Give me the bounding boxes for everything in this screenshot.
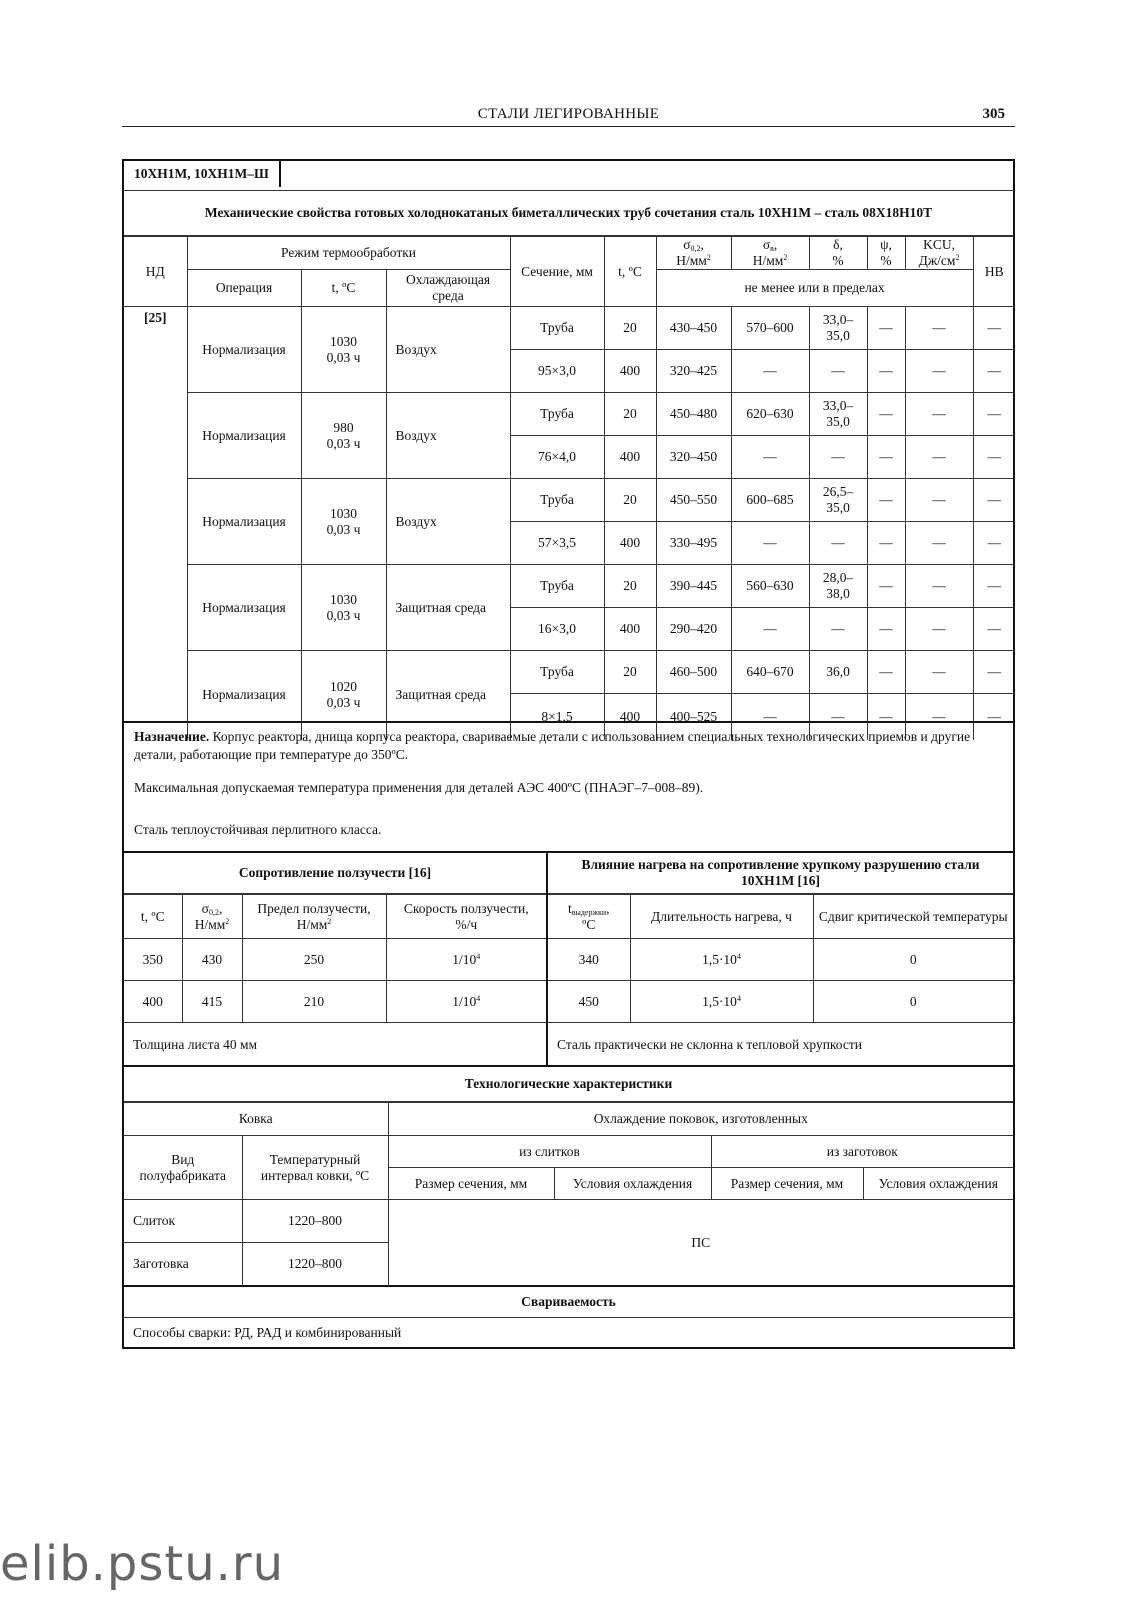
creep-t-cell: 350 <box>124 939 182 981</box>
purpose-label: Назначение. <box>134 729 210 744</box>
tech-table <box>124 1102 1013 1286</box>
kcu-cell: — <box>905 522 973 565</box>
sigmav-cell: 620–630 <box>731 393 809 436</box>
brittle-shift-cell: 0 <box>813 939 1013 981</box>
creep-rate-cell: $1/10^4$ <box>386 981 546 1023</box>
test-temp-cell: 400 <box>604 522 656 565</box>
sigma02-cell: 290–420 <box>656 608 731 651</box>
page-number: 305 <box>982 106 1005 122</box>
sigma02-cell: 430–450 <box>656 307 731 350</box>
test-temp-cell: 400 <box>604 694 656 740</box>
tech-col-size-1: Размер сечения, мм <box>388 1168 554 1200</box>
brittle-note: Сталь практически не склонна к тепловой хрупкости <box>557 1037 862 1052</box>
creep-limit-cell: 210 <box>242 981 386 1023</box>
tech-kind-1: Заготовка <box>124 1243 242 1286</box>
col-test-temp: t, ºС <box>604 237 656 307</box>
medium-cell: Воздух <box>386 307 510 393</box>
section-cell: Труба <box>510 479 604 522</box>
tech-kind-0: Слиток <box>124 1200 242 1243</box>
medium-cell: Воздух <box>386 479 510 565</box>
hb-cell: — <box>973 350 1015 393</box>
sigmav-cell: 570–600 <box>731 307 809 350</box>
test-temp-cell: 20 <box>604 565 656 608</box>
creep-block <box>124 853 548 1065</box>
test-temp-cell: 400 <box>604 608 656 651</box>
delta-cell: — <box>809 350 867 393</box>
test-temp-cell: 20 <box>604 479 656 522</box>
col-sigma02: $\sigma_{0,2}$, $Н/мм^2$ <box>656 237 731 270</box>
brittle-duration-cell: $1,5\cdot 10^4$ <box>630 981 813 1023</box>
delta-cell: — <box>809 694 867 740</box>
not-less-note: не менее или в пределах <box>656 270 973 307</box>
psi-cell: — <box>867 608 905 651</box>
tech-section <box>122 1065 1015 1287</box>
sigma02-cell: 330–495 <box>656 522 731 565</box>
hb-cell: — <box>973 307 1015 350</box>
delta-cell: 26,5–35,0 <box>809 479 867 522</box>
sigma02-cell: 450–480 <box>656 393 731 436</box>
delta-cell: 33,0–35,0 <box>809 393 867 436</box>
steel-class-text: Сталь теплоустойчивая перлитного класса. <box>134 822 382 837</box>
nd-ref: [25] <box>124 307 187 740</box>
creep-col-t: t, ºС <box>124 895 182 939</box>
kcu-cell: — <box>905 436 973 479</box>
creep-row <box>124 981 546 1023</box>
creep-sigma-cell: 430 <box>182 939 242 981</box>
brittle-duration-cell: $1,5\cdot 10^4$ <box>630 939 813 981</box>
mech-row <box>124 651 1015 694</box>
sigmav-cell: 600–685 <box>731 479 809 522</box>
kcu-cell: — <box>905 694 973 740</box>
creep-col-sigma: $\sigma_{0,2}$, $Н/мм^2$ <box>182 895 242 939</box>
delta-cell: 28,0–38,0 <box>809 565 867 608</box>
creep-rate-cell: $1/10^4$ <box>386 939 546 981</box>
creep-t-cell: 400 <box>124 981 182 1023</box>
psi-cell: — <box>867 479 905 522</box>
tech-cooling-value: ПС <box>388 1200 1013 1286</box>
creep-col-rate: Скорость ползучести, %/ч <box>386 895 546 939</box>
sigmav-cell: — <box>731 608 809 651</box>
creep-row <box>124 939 546 981</box>
hb-cell: — <box>973 608 1015 651</box>
medium-cell: Защитная среда <box>386 565 510 651</box>
psi-cell: — <box>867 307 905 350</box>
psi-cell: — <box>867 694 905 740</box>
sigma02-cell: 390–445 <box>656 565 731 608</box>
temp-cell: 1020 0,03 ч <box>301 651 386 740</box>
medium-cell: Воздух <box>386 393 510 479</box>
col-delta: δ, % <box>809 237 867 270</box>
col-section: Сечение, мм <box>510 237 604 307</box>
operation-cell: Нормализация <box>187 393 301 479</box>
section-cell: Труба <box>510 307 604 350</box>
col-sigmav: $\sigma_в$, $Н/мм^2$ <box>731 237 809 270</box>
section-cell: 76×4,0 <box>510 436 604 479</box>
section-cell: 95×3,0 <box>510 350 604 393</box>
sigma02-cell: 450–550 <box>656 479 731 522</box>
creep-col-limit: Предел ползучести, $Н/мм^2$ <box>242 895 386 939</box>
hb-cell: — <box>973 436 1015 479</box>
sigmav-cell: — <box>731 522 809 565</box>
sigmav-cell: — <box>731 350 809 393</box>
temp-cell: 1030 0,03 ч <box>301 307 386 393</box>
sigmav-cell: 640–670 <box>731 651 809 694</box>
temp-cell: 1030 0,03 ч <box>301 479 386 565</box>
tech-from-ingots: из слитков <box>388 1136 711 1168</box>
kcu-cell: — <box>905 651 973 694</box>
tech-forging: Ковка <box>124 1103 388 1136</box>
psi-cell: — <box>867 522 905 565</box>
psi-cell: — <box>867 651 905 694</box>
mech-row <box>124 479 1015 522</box>
tech-from-billets: из заготовок <box>711 1136 1013 1168</box>
hb-cell: — <box>973 393 1015 436</box>
weld-title: Свариваемость <box>124 1287 1013 1318</box>
delta-cell: — <box>809 436 867 479</box>
temp-cell: 980 0,03 ч <box>301 393 386 479</box>
mech-row <box>124 307 1015 350</box>
delta-cell: 36,0 <box>809 651 867 694</box>
section-cell: 8×1,5 <box>510 694 604 740</box>
col-nd: НД <box>124 237 187 307</box>
purpose-section <box>122 721 1015 853</box>
weld-text: Способы сварки: РД, РАД и комбинированный <box>133 1325 402 1340</box>
kcu-cell: — <box>905 565 973 608</box>
kcu-cell: — <box>905 608 973 651</box>
section-cell: Труба <box>510 651 604 694</box>
psi-cell: — <box>867 350 905 393</box>
col-kcu: KCU, $Дж/см^2$ <box>905 237 973 270</box>
mech-row <box>124 565 1015 608</box>
test-temp-cell: 20 <box>604 307 656 350</box>
col-heat-treatment: Режим термообработки <box>187 237 510 270</box>
psi-cell: — <box>867 436 905 479</box>
temp-cell: 1030 0,03 ч <box>301 565 386 651</box>
tech-interval-0: 1220–800 <box>242 1200 388 1243</box>
hb-cell: — <box>973 522 1015 565</box>
col-cooling-medium: Охлаждающая среда <box>386 270 510 307</box>
tech-col-kind: Вид полуфабриката <box>124 1136 242 1200</box>
kcu-cell: — <box>905 479 973 522</box>
psi-cell: — <box>867 565 905 608</box>
section-cell: Труба <box>510 565 604 608</box>
sigma02-cell: 460–500 <box>656 651 731 694</box>
sigma02-cell: 400–525 <box>656 694 731 740</box>
tech-col-size-2: Размер сечения, мм <box>711 1168 863 1200</box>
mechanical-properties-table <box>124 236 1015 740</box>
hb-cell: — <box>973 694 1015 740</box>
mech-table-title: Механические свойства готовых холоднокатаных биметаллических труб сочетания сталь 10ХН1М – сталь 08Х18Н10Т <box>124 191 1013 236</box>
col-hb: НВ <box>973 237 1015 307</box>
operation-cell: Нормализация <box>187 479 301 565</box>
brittle-row <box>548 939 1013 981</box>
hb-cell: — <box>973 651 1015 694</box>
mechanical-properties-section <box>122 159 1015 723</box>
section-cell: Труба <box>510 393 604 436</box>
sigmav-cell: — <box>731 436 809 479</box>
max-temp-text: Максимальная допускаемая температура применения для деталей АЭС 400ºС (ПНАЭГ–7–008–89). <box>134 780 704 795</box>
tech-col-cond-1: Условия охлаждения <box>554 1168 711 1200</box>
col-psi: ψ, % <box>867 237 905 270</box>
kcu-cell: — <box>905 350 973 393</box>
grade-label: 10ХН1М, 10ХН1М–Ш <box>124 161 281 187</box>
tech-col-interval: Температурный интервал ковки, ºС <box>242 1136 388 1200</box>
tech-title: Технологические характеристики <box>124 1067 1013 1102</box>
sigma02-cell: 320–425 <box>656 350 731 393</box>
tech-col-cond-2: Условия охлаждения <box>863 1168 1013 1200</box>
tech-cooling: Охлаждение поковок, изготовленных <box>388 1103 1013 1136</box>
operation-cell: Нормализация <box>187 565 301 651</box>
brittle-table <box>548 894 1013 1023</box>
creep-table <box>124 894 546 1023</box>
delta-cell: — <box>809 522 867 565</box>
col-operation: Операция <box>187 270 301 307</box>
brittle-shift-cell: 0 <box>813 981 1013 1023</box>
brittle-col-shift: Сдвиг критической температуры <box>813 895 1013 939</box>
operation-cell: Нормализация <box>187 307 301 393</box>
operation-cell: Нормализация <box>187 651 301 740</box>
delta-cell: — <box>809 608 867 651</box>
creep-sigma-cell: 415 <box>182 981 242 1023</box>
brittle-t-cell: 340 <box>548 939 630 981</box>
test-temp-cell: 400 <box>604 350 656 393</box>
test-temp-cell: 20 <box>604 651 656 694</box>
brittle-row <box>548 981 1013 1023</box>
section-cell: 16×3,0 <box>510 608 604 651</box>
brittle-t-cell: 450 <box>548 981 630 1023</box>
purpose-text: Корпус реактора, днища корпуса реактора, свариваемые детали с использованием специальных технологических приемов и другие детали, работающие при температуре до 350ºС. <box>134 729 971 762</box>
brittle-block <box>548 853 1013 1065</box>
brittle-col-duration: Длительность нагрева, ч <box>630 895 813 939</box>
medium-cell: Защитная среда <box>386 651 510 740</box>
creep-limit-cell: 250 <box>242 939 386 981</box>
col-temp: t, ºС <box>301 270 386 307</box>
hb-cell: — <box>973 565 1015 608</box>
page-header <box>122 106 1015 127</box>
purpose-paragraph <box>124 721 1013 764</box>
kcu-cell: — <box>905 307 973 350</box>
sigmav-cell: 560–630 <box>731 565 809 608</box>
creep-brittle-section <box>122 851 1015 1067</box>
delta-cell: 33,0–35,0 <box>809 307 867 350</box>
sigma02-cell: 320–450 <box>656 436 731 479</box>
test-temp-cell: 400 <box>604 436 656 479</box>
watermark: elib.pstu.ru <box>0 1536 285 1592</box>
psi-cell: — <box>867 393 905 436</box>
mech-row <box>124 393 1015 436</box>
weld-section <box>122 1285 1015 1349</box>
hb-cell: — <box>973 479 1015 522</box>
creep-note: Толщина листа 40 мм <box>133 1037 258 1052</box>
test-temp-cell: 20 <box>604 393 656 436</box>
sigmav-cell: — <box>731 694 809 740</box>
running-title: СТАЛИ ЛЕГИРОВАННЫЕ <box>477 106 660 122</box>
brittle-col-t: $t_{выдержки}$, ºС <box>548 895 630 939</box>
section-cell: 57×3,5 <box>510 522 604 565</box>
tech-interval-1: 1220–800 <box>242 1243 388 1286</box>
kcu-cell: — <box>905 393 973 436</box>
creep-title: Сопротивление ползучести [16] <box>124 853 546 894</box>
brittle-title: Влияние нагрева на сопротивление хрупкому разрушению стали 10ХН1М [16] <box>548 853 1013 894</box>
